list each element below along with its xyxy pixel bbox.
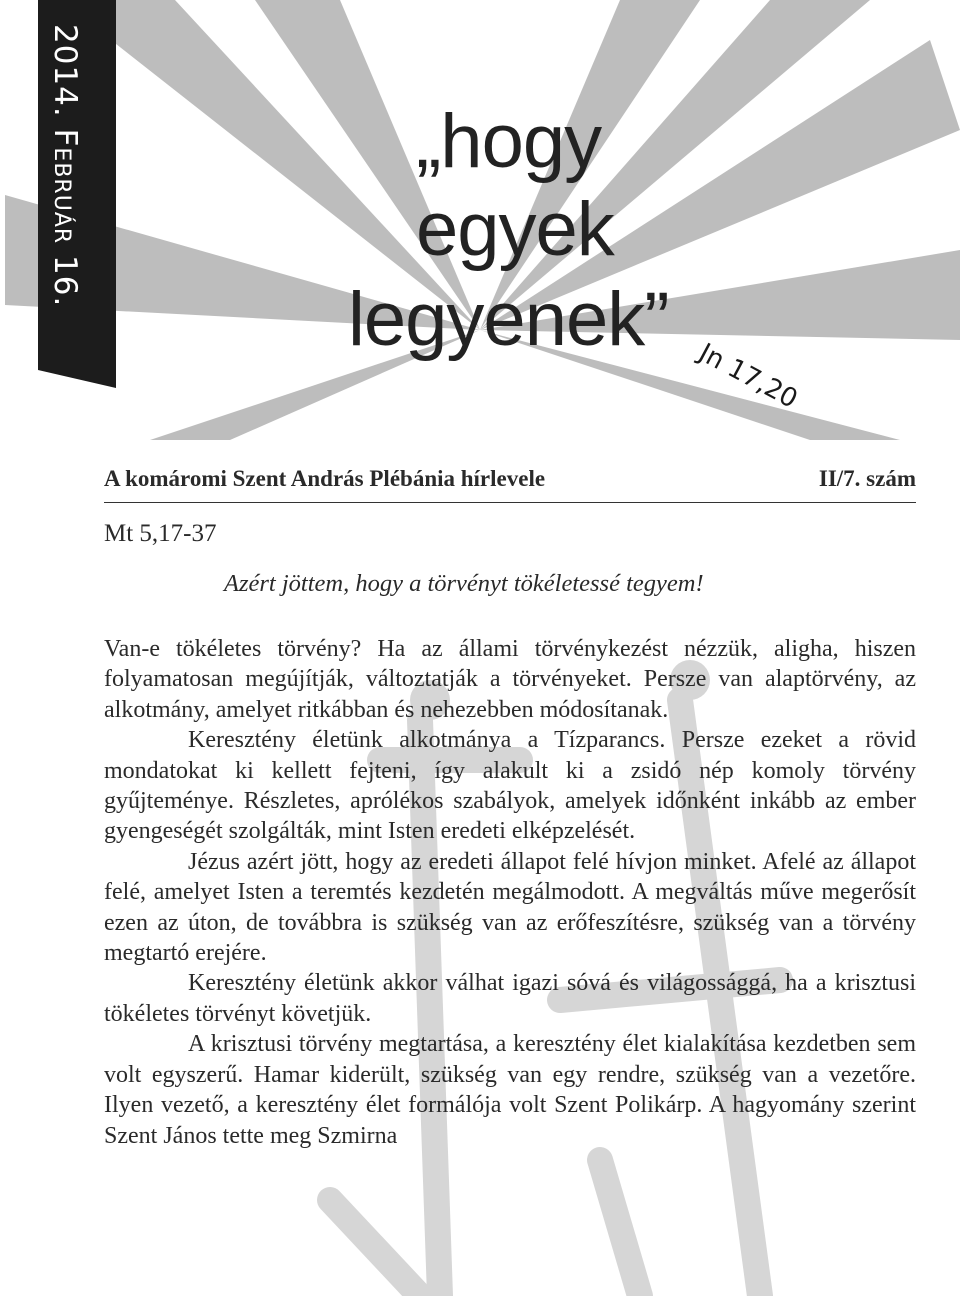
paragraph: Jézus azért jött, hogy az eredeti állapot felé hívjon minket. Afelé az állapot felé, amelyet Isten a teremtés kezdetén megálmodott. A megváltás műve megerősít ezen az úton, de továbbra is szükség van az erőfeszítésre, szükség van a törvény megtartó erejére. bbox=[104, 848, 916, 967]
gospel-reference: Mt 5,17-37 bbox=[104, 520, 217, 547]
issue-date: 2014. Február 16. bbox=[47, 24, 83, 308]
motto: Azért jöttem, hogy a törvényt tökéletessé tegyem! bbox=[224, 570, 704, 597]
paragraph: Keresztény életünk alkotmánya a Tízparancs. Persze ezeket a rövid mondatokat ki kellett fejteni, így alakult ki a zsidó nép komoly törvény gyűjteménye. Részletes, aprólékos szabályok, amelyek időnként inkább az ember gyengeségét szolgálták, mint Isten eredeti elképzelését. bbox=[104, 727, 916, 845]
masthead bbox=[104, 466, 916, 492]
scripture-reference: Jn 17,20 bbox=[693, 338, 803, 415]
title-line-1: „hogy bbox=[416, 99, 602, 184]
article-body bbox=[104, 634, 916, 1151]
title-line-3: legyenek” bbox=[348, 277, 669, 362]
paragraph: A krisztusi törvény megtartása, a keresztény élet kialakítása kezdetben sem volt egyszerű. Hamar kiderült, szükség van egy rendre, szükség van a vezetőre. Ilyen vezető, a keresztény élet formálója volt Szent Polikárp. A hagyomány szerint Szent János tette meg Szmirna bbox=[104, 1031, 916, 1149]
paragraph: Van-e tökéletes törvény? Ha az állami törvénykezést nézzük, aligha, hiszen folyamatosan megújítják, változtatják a törvényeket. Persze van alaptörvény, az alkotmány, amelyet ritkábban és nehezebben módosítanak. bbox=[104, 636, 916, 723]
newsletter-name: A komáromi Szent András Plébánia hírlevele bbox=[104, 466, 546, 491]
title-line-2: egyek bbox=[416, 187, 614, 272]
issue-number: II/7. szám bbox=[818, 466, 916, 491]
paragraph: Keresztény életünk akkor válhat igazi sóvá és világossággá, ha a krisztusi tökéletes törvényt követjük. bbox=[104, 970, 916, 1027]
masthead-divider bbox=[104, 502, 916, 503]
